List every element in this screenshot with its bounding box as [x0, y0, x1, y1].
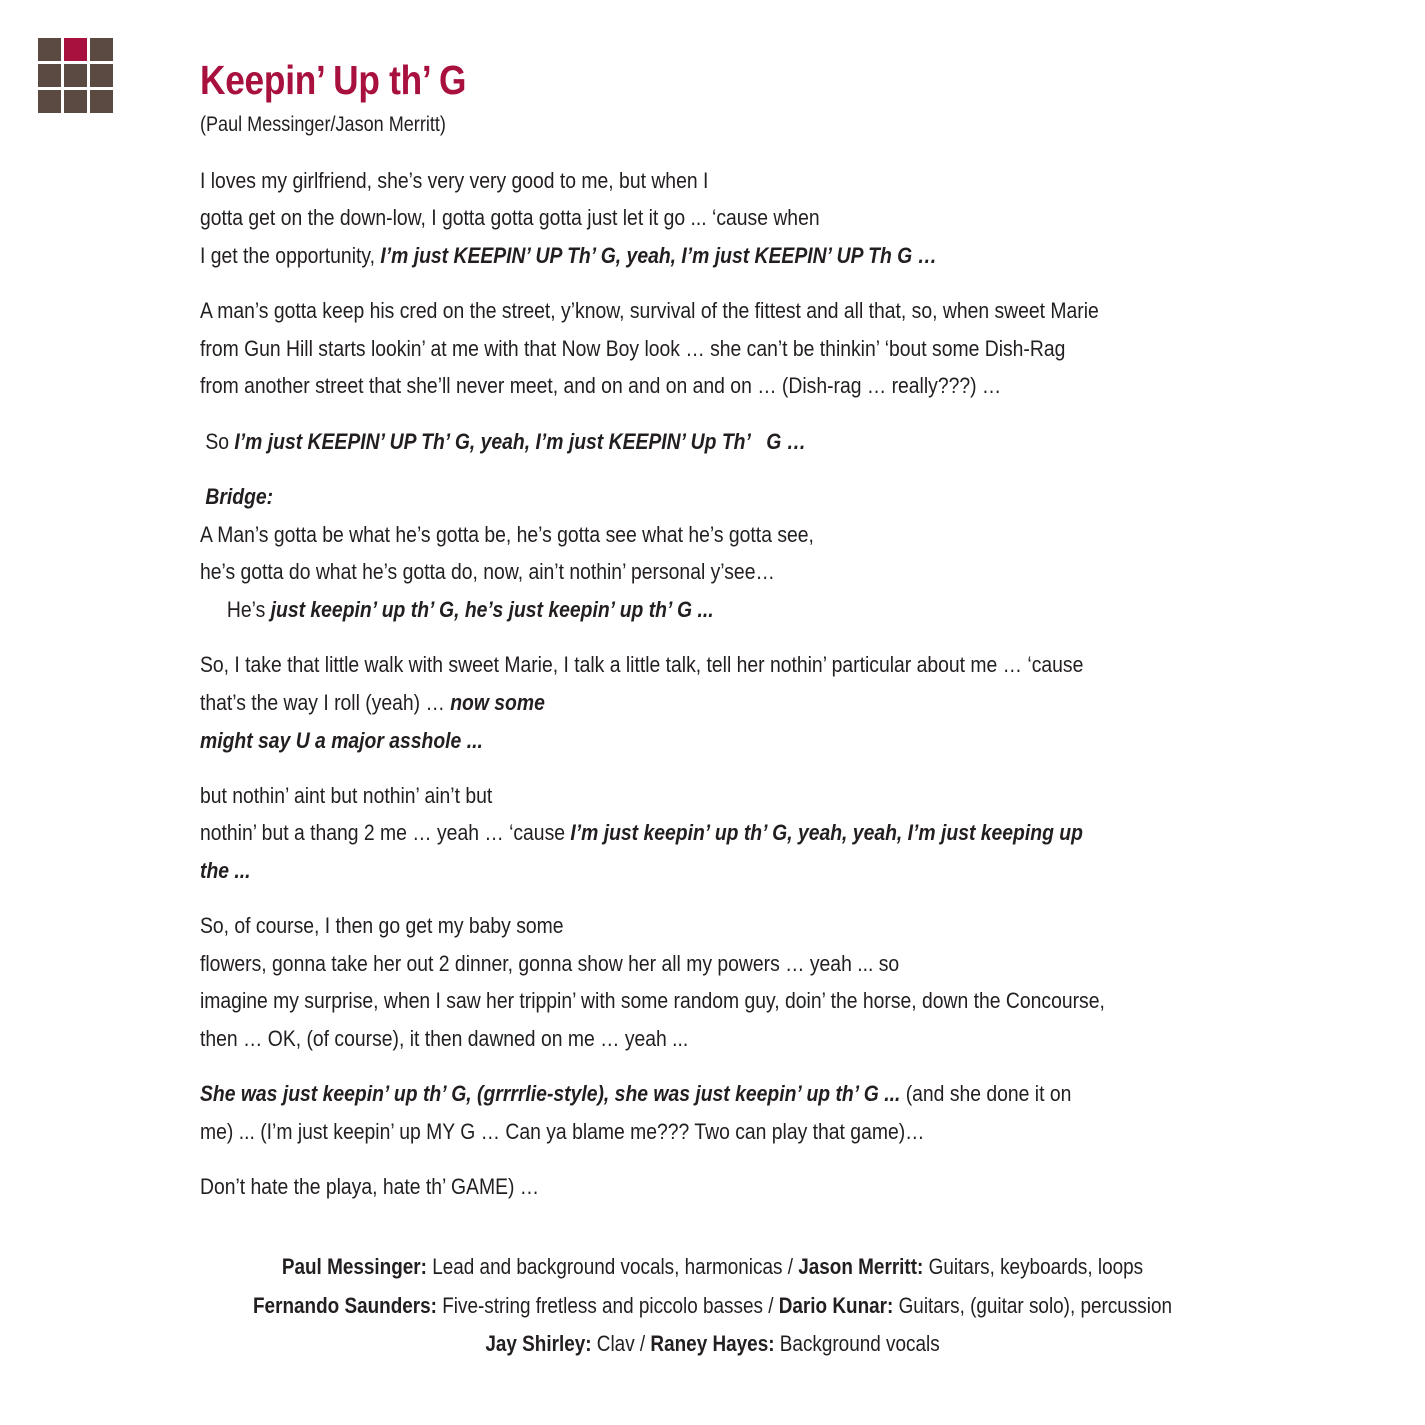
logo-square-highlight [64, 38, 87, 61]
lyric-line: gotta get on the down-low, I gotta gotta gotta just let it go ... ‘cause when [200, 205, 820, 230]
chorus-emphasis: just keepin’ up th’ G, he’s just keepin’ up th’ G ... [270, 597, 714, 622]
lyric-text: He’s [200, 597, 271, 622]
musician-name: Dario Kunar: [778, 1292, 894, 1318]
logo-square [90, 90, 113, 113]
musician-role: Guitars, (guitar solo), percussion [893, 1292, 1172, 1318]
lyric-line: from Gun Hill starts lookin’ at me with that Now Boy look … she can’t be thinkin’ ‘bout some Dish-Rag [200, 336, 1066, 361]
lyric-line: me) ... (I’m just keepin’ up MY G … Can ya blame me??? Two can play that game)… [200, 1119, 925, 1144]
musician-name: Fernando Saunders: [253, 1292, 437, 1318]
musician-role: Background vocals [774, 1331, 940, 1356]
musician-role: Guitars, keyboards, loops [923, 1254, 1144, 1279]
lyric-line [200, 1075, 1071, 1113]
personnel-row [100, 1325, 1326, 1364]
logo-square [90, 64, 113, 87]
lyric-line: A Man’s gotta be what he’s gotta be, he’s gotta see what he’s gotta see, [200, 522, 814, 547]
lyric-line [200, 237, 937, 275]
logo-square [38, 90, 61, 113]
lyric-line: So, of course, I then go get my baby some [200, 913, 564, 938]
lyric-line [200, 423, 806, 461]
album-logo-grid-icon [38, 38, 113, 113]
chorus-emphasis: I’m just KEEPIN’ UP Th’ G, yeah, I’m just KEEPIN’ UP Th G … [380, 243, 937, 268]
lyric-line: but nothin’ aint but nothin’ ain’t but [200, 783, 493, 808]
lyric-line [200, 684, 545, 722]
logo-square [38, 64, 61, 87]
lyric-line [200, 591, 714, 629]
lyric-line: A man’s gotta keep his cred on the street, y’know, survival of the fittest and all that, so, when sweet Marie [200, 298, 1099, 323]
lyric-text: I get the opportunity, [200, 243, 381, 268]
musician-role: Clav / [591, 1331, 651, 1356]
lyric-emphasis: might say U a major asshole ... [200, 728, 483, 753]
lyric-emphasis: the ... [200, 858, 251, 883]
songwriter-credit: (Paul Messinger/Jason Merritt) [200, 113, 446, 136]
musician-role: Lead and background vocals, harmonicas / [426, 1254, 799, 1279]
musician-name: Jay Shirley: [485, 1331, 592, 1356]
lyric-text: nothin’ but a thang 2 me … yeah … ‘cause [200, 820, 571, 845]
closing-line: Don’t hate the playa, hate th’ GAME) … [200, 1174, 540, 1199]
chorus-emphasis: She was just keepin’ up th’ G, (grrrrlie-style), she was just keepin’ up th’ G ... [200, 1081, 901, 1106]
musician-name: Paul Messinger: [281, 1254, 427, 1279]
bridge-label: Bridge: [200, 484, 274, 509]
lyric-line [200, 814, 1083, 852]
musician-name: Raney Hayes: [650, 1331, 775, 1356]
lyric-text: that’s the way I roll (yeah) … [200, 690, 451, 715]
personnel-row [100, 1248, 1326, 1287]
logo-square [90, 38, 113, 61]
personnel-credits [0, 1248, 1425, 1364]
lyric-text: (and she done it on [900, 1081, 1072, 1106]
chorus-emphasis: I’m just KEEPIN’ UP Th’ G, yeah, I’m just KEEPIN’ Up Th’ G … [234, 429, 807, 454]
logo-square [64, 90, 87, 113]
chorus-emphasis: I’m just keepin’ up th’ G, yeah, yeah, I’m just keeping up [570, 820, 1083, 845]
lyric-line: he’s gotta do what he’s gotta do, now, ain’t nothin’ personal y’see… [200, 559, 775, 584]
lyric-emphasis: now some [450, 690, 545, 715]
lyric-text: So [200, 429, 235, 454]
lyric-line: So, I take that little walk with sweet Marie, I talk a little talk, tell her nothin’ particular about me … ‘cause [200, 652, 1084, 677]
personnel-row [100, 1287, 1326, 1326]
musician-name: Jason Merritt: [798, 1254, 924, 1279]
lyric-line: flowers, gonna take her out 2 dinner, gonna show her all my powers … yeah ... so [200, 951, 900, 976]
lyric-line: I loves my girlfriend, she’s very very good to me, but when I [200, 168, 709, 193]
musician-role: Five-string fretless and piccolo basses / [436, 1292, 779, 1318]
lyric-line: imagine my surprise, when I saw her trippin’ with some random guy, doin’ the horse, down the Concourse, [200, 988, 1105, 1013]
logo-square [64, 64, 87, 87]
lyric-line: from another street that she’ll never meet, and on and on and on … (Dish-rag … really???) … [200, 373, 1002, 398]
lyric-line: then … OK, (of course), it then dawned on me … yeah ... [200, 1026, 689, 1051]
logo-square [38, 38, 61, 61]
song-title: Keepin’ Up th’ G [200, 57, 467, 103]
